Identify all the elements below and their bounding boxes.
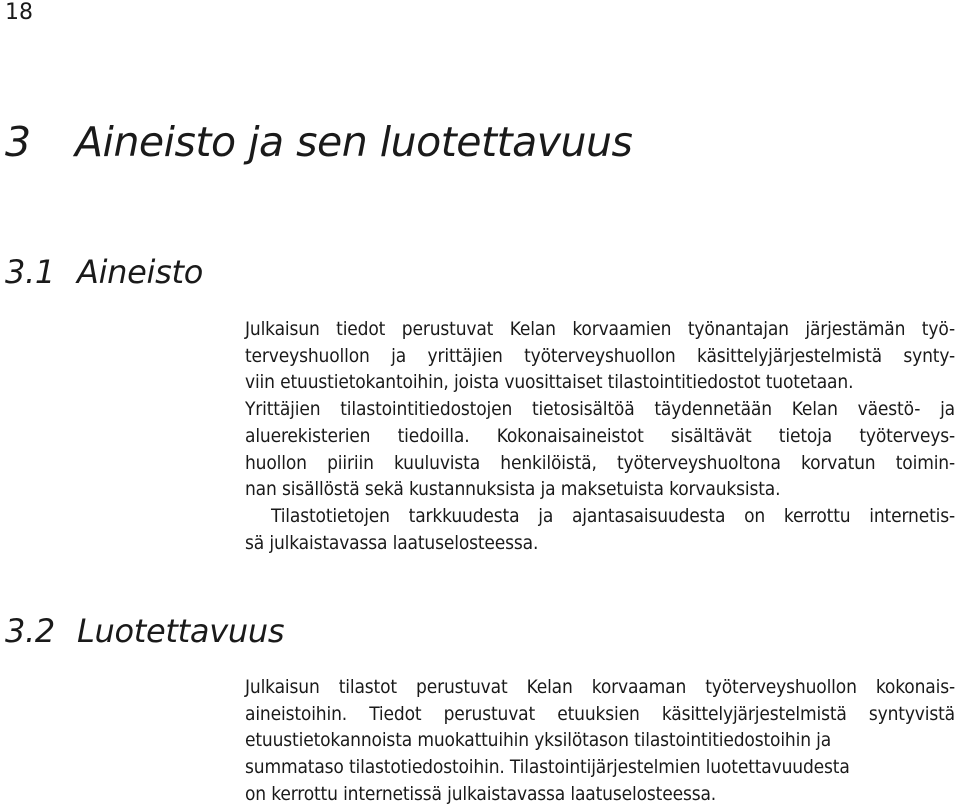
section-heading [5,253,203,291]
section-body [245,316,955,556]
text-line: Julkaisun tiedot perustuvat Kelan korvaamien työnantajan järjestämän työ- [245,318,955,340]
section-title: Aineisto [77,253,204,291]
text-line: summataso tilastotiedostoihin. Tilastointijärjestelmien luotettavuudesta [245,756,850,779]
text-line: Julkaisun tilastot perustuvat Kelan korvaaman työterveyshuollon kokonais- [245,676,955,698]
text-line: sä julkaistavassa laatuselosteessa. [245,531,539,554]
text-line: huollon piiriin kuuluvista henkilöistä, työterveyshuoltona korvatun toimin- [245,451,955,474]
text-line: viin etuustietokantoihin, joista vuosittaiset tilastointitiedostot tuotetaan. [245,371,854,394]
section-number: 3.2 [5,612,55,650]
text-line: aineistoihin. Tiedot perustuvat etuuksien käsittelyjärjestelmistä syntyvistä [245,702,955,725]
text-line: aluerekisterien tiedoilla. Kokonaisaineistot sisältävät tietoja työterveys- [245,424,955,447]
chapter-number: 3 [5,118,31,166]
section-title: Luotettavuus [77,612,285,650]
page-number: 18 [5,0,33,25]
section-number: 3.1 [5,253,55,291]
section-heading [5,612,284,650]
text-line: etuustietokannoista muokattuihin yksilötason tilastointitiedostoihin ja [245,729,832,752]
chapter-title: Aineisto ja sen luotettavuus [75,118,633,166]
text-line: Tilastotietojen tarkkuudesta ja ajantasaisuudesta on kerrottu internetis- [271,504,955,527]
text-line: Yrittäjien tilastointitiedostojen tietosisältöä täydennetään Kelan väestö- ja [245,398,955,421]
section-body [245,674,955,808]
chapter-heading [5,118,632,166]
text-line: on kerrottu internetissä julkaistavassa laatuselosteessa. [245,782,717,805]
text-line: nan sisällöstä sekä kustannuksista ja maksetuista korvauksista. [245,478,781,501]
text-line: terveyshuollon ja yrittäjien työterveyshuollon käsittelyjärjestelmistä synty- [245,344,955,367]
